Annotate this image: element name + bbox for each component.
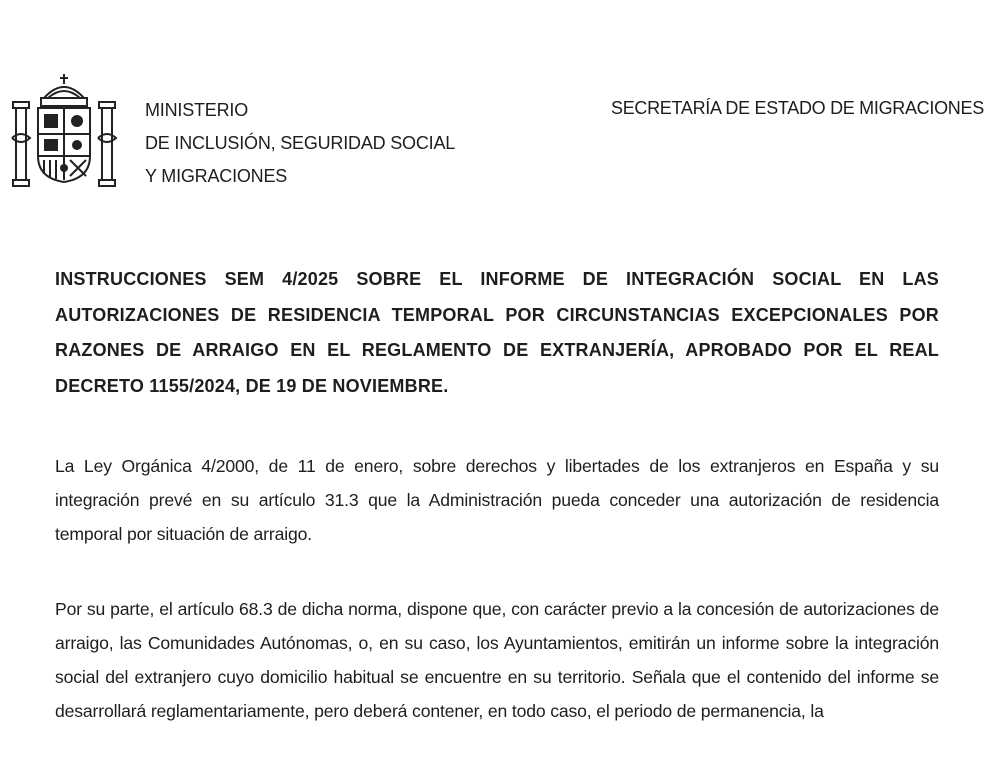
coat-of-arms-icon	[8, 68, 120, 200]
document-title: INSTRUCCIONES SEM 4/2025 SOBRE EL INFORME DE INTEGRACIÓN SOCIAL EN LAS AUTORIZACIONES DE RESIDENCIA TEMPORAL POR CIRCUNSTANCIAS EXCEPCIONALES POR RAZONES DE ARRAIGO EN EL REGLAMENTO DE EXTRANJERÍA, APROBADO POR EL REAL DECRETO 1155/2024, DE 19 DE NOVIEMBRE.	[55, 269, 939, 396]
body-paragraph: Por su parte, el artículo 68.3 de dicha norma, dispone que, con carácter previo a la concesión de autorizaciones de arraigo, las Comunidades Autónomas, o, en su caso, los Ayuntamientos, emitirán un informe sobre la integración social del extranjero cuyo domicilio habitual se encuentre en su territorio. Señala que el contenido del informe se desarrollará reglamentariamente, pero deberá contener, en todo caso, el periodo de permanencia, la	[55, 599, 939, 721]
ministry-line: Y MIGRACIONES	[145, 166, 288, 186]
ministry-line: DE INCLUSIÓN, SEGURIDAD SOCIAL	[145, 133, 456, 153]
ministry-line: MINISTERIO	[145, 100, 249, 120]
secretaria-name: SECRETARÍA DE ESTADO DE MIGRACIONES	[611, 98, 984, 118]
body-paragraph: La Ley Orgánica 4/2000, de 11 de enero, sobre derechos y libertades de los extranjeros en España y su integración prevé en su artículo 31.3 que la Administración pueda conceder una autorización de residencia temporal por situación de arraigo.	[55, 456, 939, 544]
ministry-name	[145, 94, 455, 193]
